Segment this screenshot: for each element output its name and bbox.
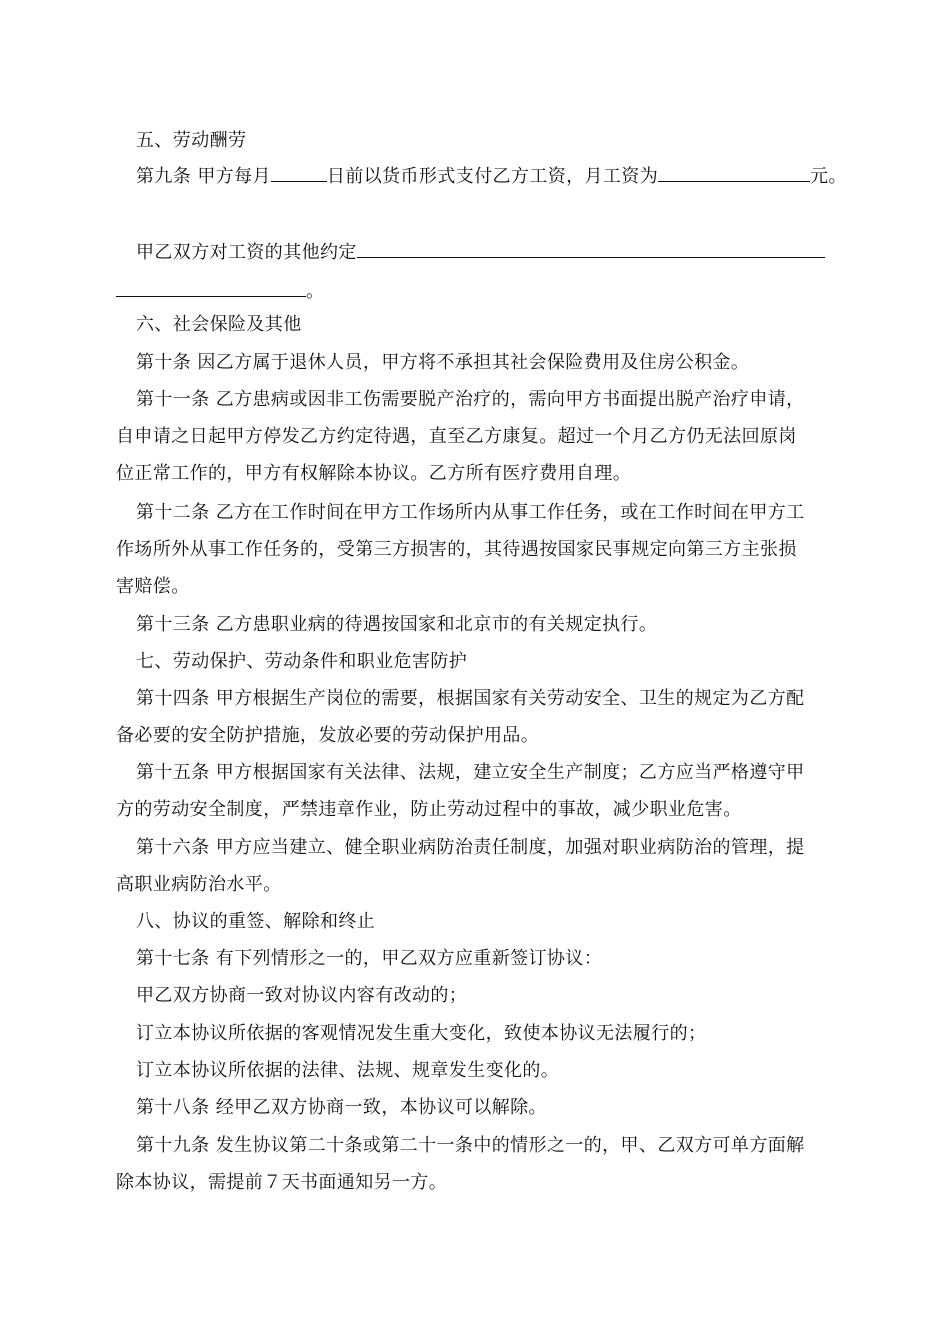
article-17: 第十七条 有下列情形之一的，甲乙双方应重新签订协议： — [136, 948, 603, 969]
day-blank[interactable] — [271, 162, 327, 182]
article-12-line-2: 作场所外从事工作任务的，受第三方损害的，其待遇按国家民事规定向第三方主张损 — [116, 539, 797, 560]
article-9-middle: 日前以货币形式支付乙方工资，月工资为 — [326, 166, 659, 187]
article-12-line-3: 害赔偿。 — [116, 576, 190, 597]
other-salary-label: 甲乙双方对工资的其他约定 — [136, 242, 357, 263]
other-salary-end: 。 — [306, 281, 325, 302]
article-16-line-2: 高职业病防治水平。 — [116, 874, 282, 895]
section-8-heading: 八、协议的重签、解除和终止 — [136, 911, 376, 932]
section-7-heading: 七、劳动保护、劳动条件和职业危害防护 — [136, 651, 468, 672]
article-11-line-1: 第十一条 乙方患病或因非工伤需要脱产治疗的，需向甲方书面提出脱产治疗申请， — [136, 389, 805, 410]
article-12-line-1: 第十二条 乙方在工作时间在甲方工作场所内从事工作任务，或在工作时间在甲方工 — [136, 502, 805, 523]
article-19-line-2: 除本协议，需提前７天书面通知另一方。 — [116, 1172, 448, 1193]
article-15-line-1: 第十五条 甲方根据国家有关法律、法规，建立安全生产制度；乙方应当严格遵守甲 — [136, 762, 805, 783]
article-18: 第十八条 经甲乙双方协商一致，本协议可以解除。 — [136, 1097, 547, 1118]
other-salary-blank[interactable] — [357, 238, 825, 258]
article-11-line-2: 自申请之日起甲方停发乙方约定待遇，直至乙方康复。超过一个月乙方仍无法回原岗 — [116, 426, 797, 447]
article-11-line-3: 位正常工作的，甲方有权解除本协议。乙方所有医疗费用自理。 — [116, 463, 632, 484]
article-9 — [136, 162, 856, 190]
other-salary-continuation — [116, 277, 846, 305]
article-16-line-1: 第十六条 甲方应当建立、健全职业病防治责任制度，加强对职业病防治的管理，提 — [136, 837, 805, 858]
article-17-item-2: 订立本协议所依据的客观情况发生重大变化，致使本协议无法履行的； — [136, 1023, 707, 1044]
article-13: 第十三条 乙方患职业病的待遇按国家和北京市的有关规定执行。 — [136, 614, 658, 635]
section-6-heading: 六、社会保险及其他 — [136, 314, 302, 335]
section-5-heading: 五、劳动酬劳 — [136, 130, 247, 151]
article-14-line-2: 备必要的安全防护措施，发放必要的劳动保护用品。 — [116, 725, 540, 746]
other-salary-agreement — [136, 238, 866, 266]
article-19-line-1: 第十九条 发生协议第二十条或第二十一条中的情形之一的，甲、乙双方可单方面解 — [136, 1135, 805, 1156]
article-10: 第十条 因乙方属于退休人员，甲方将不承担其社会保险费用及住房公积金。 — [136, 352, 750, 373]
article-15-line-2: 方的劳动安全制度，严禁违章作业，防止劳动过程中的事故，减少职业危害。 — [116, 799, 742, 820]
article-17-item-1: 甲乙双方协商一致对协议内容有改动的； — [136, 985, 468, 1006]
article-14-line-1: 第十四条 甲方根据生产岗位的需要，根据国家有关劳动安全、卫生的规定为乙方配 — [136, 688, 805, 709]
article-9-suffix: 元。 — [810, 166, 847, 187]
article-17-item-3: 订立本协议所依据的法律、法规、规章发生变化的。 — [136, 1060, 560, 1081]
other-salary-blank-2[interactable] — [116, 277, 306, 297]
article-9-prefix: 第九条 甲方每月 — [136, 166, 271, 187]
salary-blank[interactable] — [658, 162, 810, 182]
